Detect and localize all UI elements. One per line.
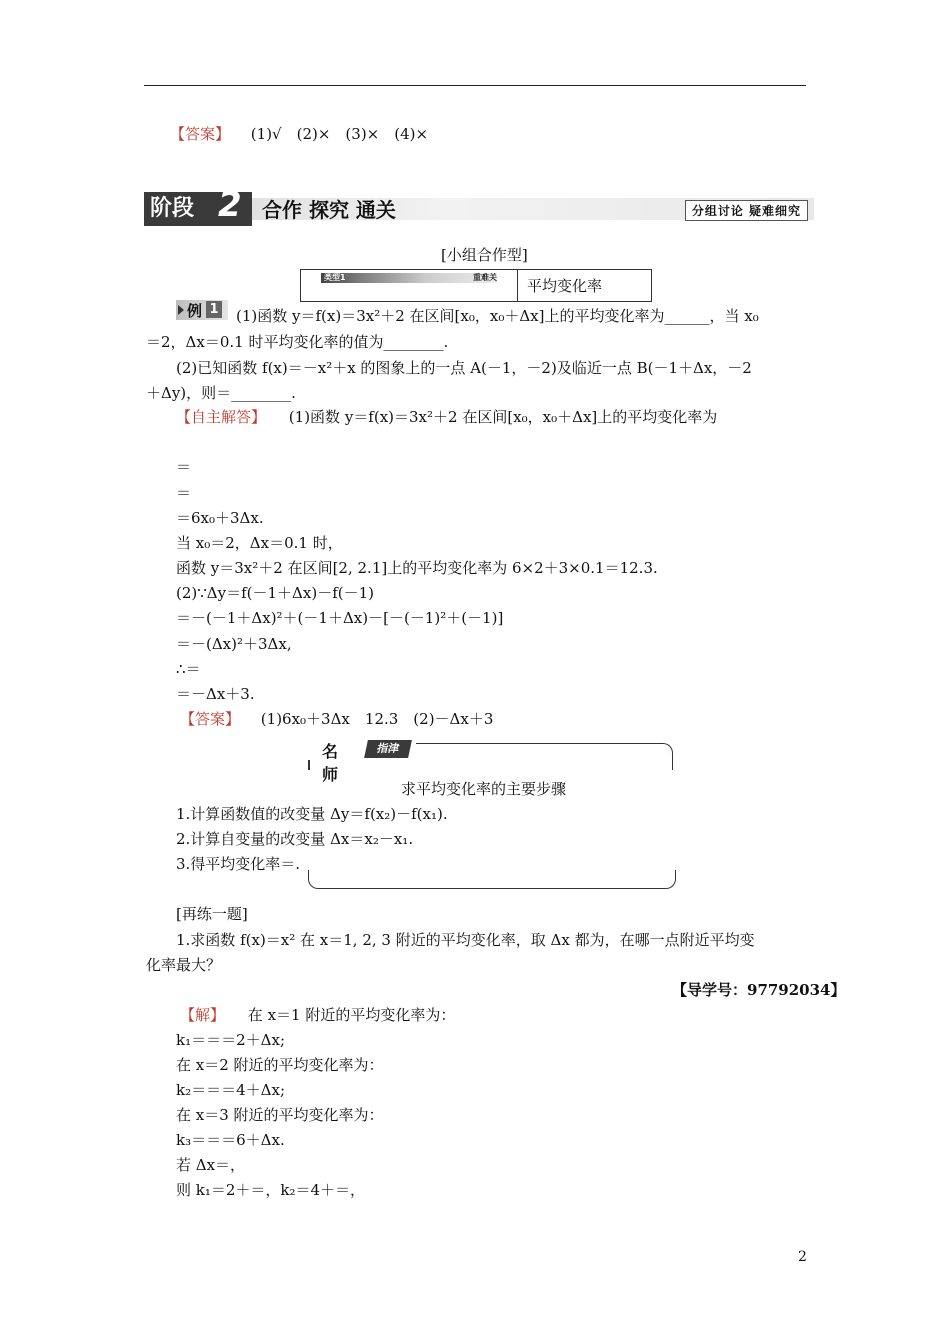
note-head-b: 指津 <box>364 740 412 758</box>
solution-line-4: k₂＝＝＝4＋Δx; <box>176 1081 285 1099</box>
answer-2-label: 【答案】 <box>180 710 241 728</box>
example-word: 例 <box>187 302 203 320</box>
note-step-1: 1.计算函数值的改变量 Δy＝f(x₂)－f(x₁). <box>176 805 448 823</box>
note-frame-top <box>416 743 673 770</box>
stage-word: 阶段 <box>150 196 195 221</box>
solution-line-5: 在 x＝3 附近的平均变化率为： <box>176 1106 384 1124</box>
self-answer-line-11: ＝－Δx＋3. <box>176 685 255 703</box>
type-label-1: 类型1 <box>324 273 346 282</box>
self-answer-line-3: ＝ <box>176 484 192 502</box>
solution-line-6: k₃＝＝＝6＋Δx. <box>176 1131 285 1149</box>
example-line-2: ＝2，Δx＝0.1 时平均变化率的值为________. <box>146 333 449 351</box>
header-rule <box>144 85 806 86</box>
solution-line-8: 则 k₁＝2＋＝，k₂＝4＋＝， <box>176 1181 366 1199</box>
self-answer-line-7: (2)∵Δy＝f(－1＋Δx)－f(－1) <box>176 584 374 602</box>
answer-2-text: (1)6x₀＋3Δx 12.3 (2)－Δx＋3 <box>260 710 494 728</box>
page-number: 2 <box>798 1249 807 1265</box>
stage-number: 2 <box>218 185 242 225</box>
solution-text-1: 在 x＝1 附近的平均变化率为： <box>247 1006 456 1024</box>
guide-number: 【导学号：97792034】 <box>672 981 846 999</box>
self-answer-label: 【自主解答】 <box>176 408 267 426</box>
note-frame-corner <box>308 760 310 770</box>
type-bar <box>321 273 497 283</box>
stage-box <box>144 185 252 226</box>
section-type: [小组合作型] <box>441 246 528 264</box>
solution-line-2: k₁＝＝＝2＋Δx; <box>176 1031 285 1049</box>
note-step-2: 2.计算自变量的改变量 Δx＝x₂－x₁. <box>176 830 414 848</box>
type-box <box>300 269 652 302</box>
type-title: 平均变化率 <box>527 277 603 295</box>
example-number: 1 <box>206 301 222 318</box>
self-answer-line-2: ＝ <box>176 458 192 476</box>
self-answer-line-10: ∴＝ <box>176 660 201 678</box>
type-box-left <box>301 270 518 301</box>
answer-text: (1)√ (2)× (3)× (4)× <box>250 125 429 143</box>
self-answer-line-1 <box>176 406 717 427</box>
self-answer-line-4: ＝6x₀＋3Δx. <box>176 509 264 527</box>
self-answer-line-6: 函数 y＝3x²＋2 在区间[2, 2.1]上的平均变化率为 6×2＋3×0.1＝12.3. <box>176 559 658 577</box>
answer-2 <box>180 708 493 729</box>
note-frame-bottom <box>308 870 676 889</box>
example-line-1: (1)函数 y＝f(x)＝3x²＋2 在区间[x₀，x₀＋Δx]上的平均变化率为______，当 x₀ <box>236 307 759 325</box>
solution-line-7: 若 Δx＝， <box>176 1156 246 1174</box>
type-label-2: 重难关 <box>473 273 497 282</box>
stage-banner <box>144 185 814 226</box>
note-title: 求平均变化率的主要步骤 <box>401 780 567 798</box>
example-label <box>176 300 228 320</box>
self-answer-line-8: ＝－(－1＋Δx)²＋(－1＋Δx)－[－(－1)²＋(－1)] <box>176 609 504 627</box>
note-step-3: 3.得平均变化率＝. <box>176 855 301 873</box>
solution-line-1 <box>180 1004 455 1025</box>
stage-title: 合作 探究 通关 <box>262 198 396 222</box>
self-answer-line-9: ＝－(Δx)²＋3Δx, <box>176 635 292 653</box>
practice-question-1: 1.求函数 f(x)＝x² 在 x＝1, 2, 3 附近的平均变化率，取 Δx 都为，在哪一点附近平均变 <box>176 931 755 949</box>
example-line-4: ＋Δy)，则＝________. <box>146 384 296 402</box>
example-line-3: (2)已知函数 f(x)＝－x²＋x 的图象上的一点 A(－1，－2)及临近一点 B(－1＋Δx，－2 <box>176 359 752 377</box>
solution-line-3: 在 x＝2 附近的平均变化率为： <box>176 1056 384 1074</box>
self-answer-text-1: (1)函数 y＝f(x)＝3x²＋2 在区间[x₀，x₀＋Δx]上的平均变化率为 <box>288 408 718 426</box>
triangle-icon <box>178 305 184 315</box>
stage-tag: 分组讨论 疑难细究 <box>685 200 808 221</box>
solution-label: 【解】 <box>180 1006 226 1024</box>
practice-header: [再练一题] <box>176 905 248 923</box>
practice-question-2: 化率最大？ <box>146 956 222 974</box>
answer-label: 【答案】 <box>170 125 231 143</box>
header-answer <box>170 123 428 144</box>
note-head-a: 名师 <box>322 742 339 784</box>
self-answer-line-5: 当 x₀＝2，Δx＝0.1 时， <box>176 534 343 552</box>
